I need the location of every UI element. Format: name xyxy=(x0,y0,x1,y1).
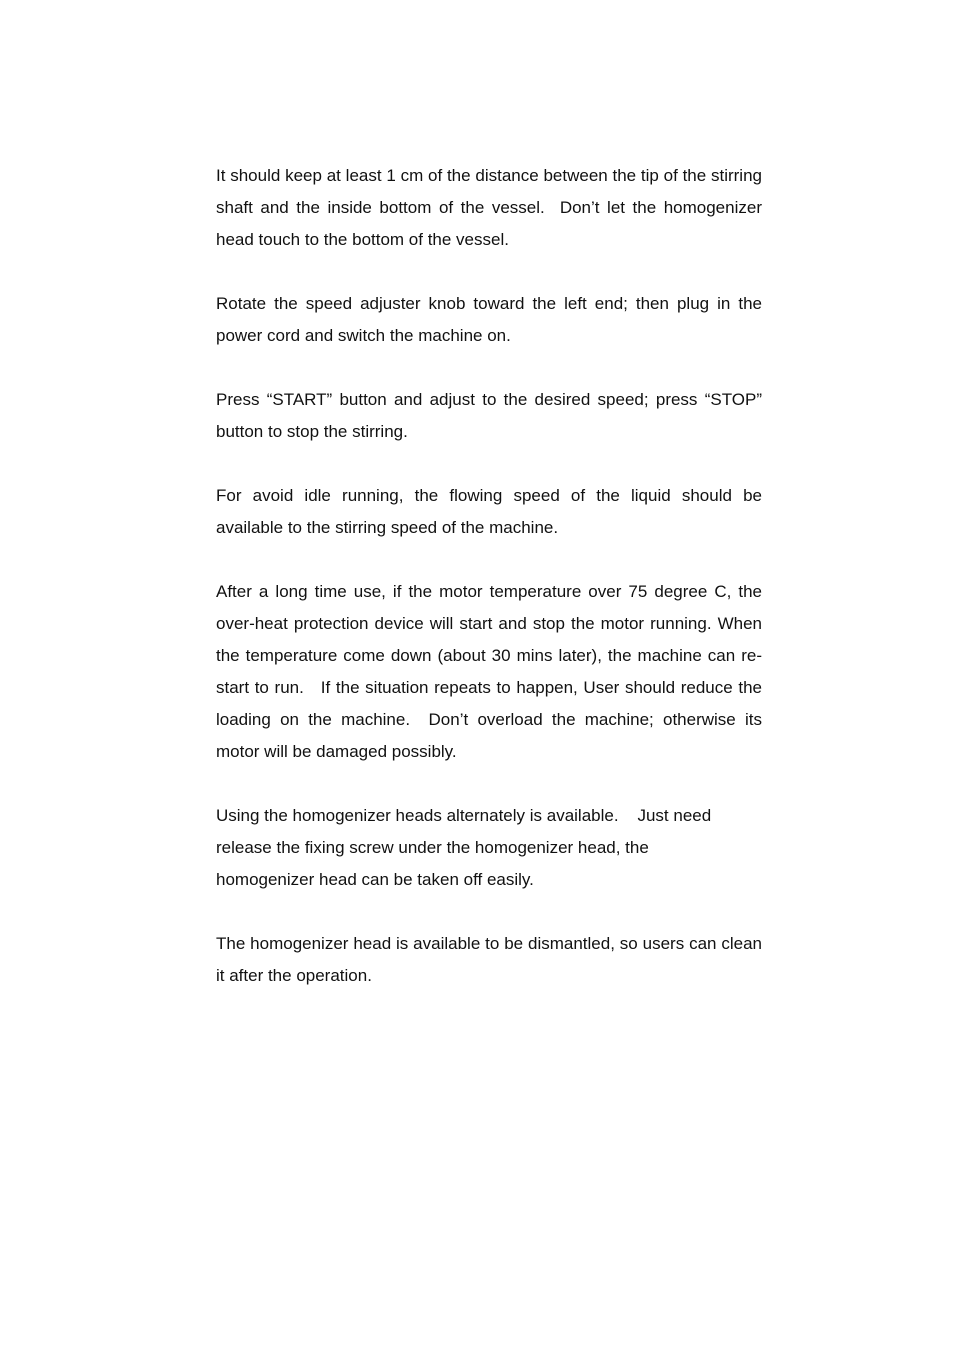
paragraph-speed-knob: Rotate the speed adjuster knob toward the left end; then plug in the power cord and switch the machine on. xyxy=(216,294,767,345)
paragraph-idle-running: For avoid idle running, the flowing speed of the liquid should be available to the stirring speed of the machine. xyxy=(216,486,767,537)
paragraph-alternate-heads: Using the homogenizer heads alternately is available. Just need release the fixing screw under the homogenizer head, the homogenizer head can be taken off easily. xyxy=(216,806,716,889)
document-body xyxy=(216,160,767,1024)
paragraph-shaft-distance: It should keep at least 1 cm of the distance between the tip of the stirring shaft and the inside bottom of the vessel. Don’t let the homogenizer head touch to the bottom of the vessel. xyxy=(216,166,767,249)
paragraph-dismantle-cleaning: The homogenizer head is available to be dismantled, so users can clean it after the operation. xyxy=(216,934,767,985)
paragraph-overheat-protection: After a long time use, if the motor temperature over 75 degree C, the over-heat protection device will start and stop the motor running. When the temperature come down (about 30 mins later), the machine can re-start to run. If the situation repeats to happen, User should reduce the loading on the machine. Don’t overload the machine; otherwise its motor will be damaged possibly. xyxy=(216,582,767,761)
paragraph-start-stop: Press “START” button and adjust to the desired speed; press “STOP” button to stop the stirring. xyxy=(216,390,767,441)
